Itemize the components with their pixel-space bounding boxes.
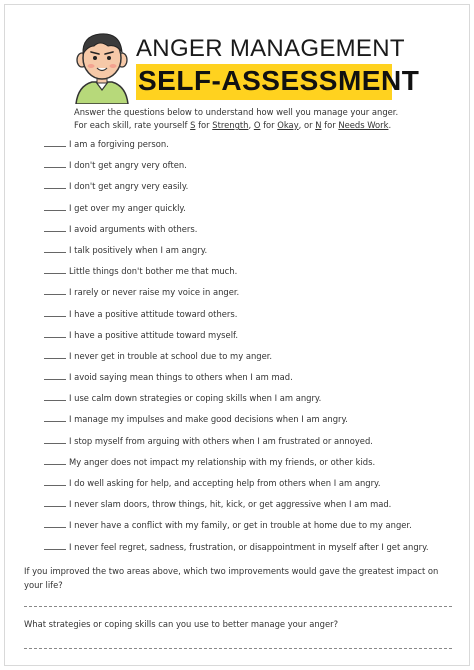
list-item: [44, 307, 464, 328]
rating-blank[interactable]: [44, 202, 66, 211]
rating-blank[interactable]: [44, 180, 66, 189]
list-item: [44, 497, 464, 518]
list-item: [44, 201, 464, 222]
item-text: I avoid saying mean things to others when I am mad.: [69, 372, 293, 383]
answer-line-2[interactable]: [24, 648, 452, 649]
list-item: [44, 476, 464, 497]
item-text: I never feel regret, sadness, frustration, or disappointment in myself after I get angry.: [69, 541, 429, 552]
item-text: My anger does not impact my relationship with my friends, or other kids.: [69, 456, 376, 467]
item-text: Little things don't bother me that much.: [69, 266, 238, 277]
list-item: [44, 222, 464, 243]
item-text: I never slam doors, throw things, hit, kick, or get aggressive when I am mad.: [69, 499, 392, 510]
cartoon-boy-avatar-icon: [70, 28, 134, 104]
list-item: [44, 243, 464, 264]
item-text: I rarely or never raise my voice in anger.: [69, 287, 240, 298]
item-text: I get over my anger quickly.: [69, 202, 186, 213]
rating-blank[interactable]: [44, 519, 66, 528]
instructions-line-1: Answer the questions below to understand how well you manage your anger.: [74, 107, 399, 117]
list-item: [44, 434, 464, 455]
item-text: I do well asking for help, and accepting help from others when I am angry.: [69, 478, 381, 488]
rating-o: O: [253, 120, 261, 130]
instructions-text: for: [260, 120, 278, 130]
rating-blank[interactable]: [44, 498, 66, 507]
instructions-text: ,: [248, 120, 254, 130]
rating-blank[interactable]: [44, 392, 66, 401]
rating-blank[interactable]: [44, 435, 66, 444]
rating-okay: Okay: [277, 120, 299, 130]
item-text: I don't get angry very often.: [69, 160, 187, 171]
rating-blank[interactable]: [44, 477, 66, 486]
list-item: [44, 179, 464, 200]
list-item: [44, 349, 464, 370]
rating-blank[interactable]: [44, 265, 66, 274]
list-item: [44, 370, 464, 391]
item-text: I don't get angry very easily.: [69, 181, 189, 192]
list-item: [44, 158, 464, 179]
list-item: [44, 455, 464, 476]
list-item: [44, 540, 464, 561]
item-text: I have a positive attitude toward myself.: [69, 329, 239, 340]
rating-blank[interactable]: [44, 541, 66, 550]
list-item: [44, 328, 464, 349]
rating-blank[interactable]: [44, 456, 66, 465]
rating-blank[interactable]: [44, 223, 66, 232]
item-text: I am a forgiving person.: [69, 139, 169, 149]
list-item: [44, 285, 464, 306]
item-text: I never have a conflict with my family, or get in trouble at home due to my anger.: [69, 520, 412, 531]
instructions-text: for: [195, 120, 213, 130]
header: [70, 28, 420, 108]
rating-blank[interactable]: [44, 350, 66, 359]
rating-blank[interactable]: [44, 371, 66, 380]
rating-blank[interactable]: [44, 329, 66, 338]
list-item: [44, 518, 464, 539]
item-text: I use calm down strategies or coping skills when I am angry.: [69, 393, 322, 404]
rating-needs-work: Needs Work: [338, 120, 389, 130]
rating-blank[interactable]: [44, 286, 66, 295]
question-2: What strategies or coping skills can you use to better manage your anger?: [24, 619, 339, 629]
instructions-text: for: [321, 120, 339, 130]
instructions: [74, 106, 414, 132]
assessment-list: [44, 137, 464, 561]
rating-blank[interactable]: [44, 159, 66, 168]
rating-blank[interactable]: [44, 308, 66, 317]
item-text: I never get in trouble at school due to my anger.: [69, 350, 273, 361]
rating-blank[interactable]: [44, 413, 66, 422]
answer-line-1[interactable]: [24, 606, 452, 607]
instructions-line-2: [74, 119, 414, 132]
rating-strength: Strength: [212, 120, 249, 130]
list-item: [44, 391, 464, 412]
instructions-text: .: [388, 120, 392, 130]
list-item: [44, 264, 464, 285]
title-line-2: SELF-ASSESSMENT: [138, 65, 420, 96]
list-item: [44, 137, 464, 158]
item-text: I talk positively when I am angry.: [69, 244, 208, 255]
instructions-text: For each skill, rate yourself: [74, 120, 191, 130]
instructions-text: , or: [298, 120, 316, 130]
item-text: I manage my impulses and make good decisions when I am angry.: [69, 414, 348, 425]
list-item: [44, 412, 464, 433]
rating-blank[interactable]: [44, 244, 66, 253]
item-text: I stop myself from arguing with others when I am frustrated or annoyed.: [69, 435, 373, 446]
item-text: I avoid arguments with others.: [69, 223, 198, 234]
item-text: I have a positive attitude toward others.: [69, 308, 238, 319]
title-line-1: ANGER MANAGEMENT: [136, 35, 405, 62]
question-1: If you improved the two areas above, which two improvements would gave the greatest impact on your life?: [24, 566, 439, 590]
rating-n: N: [315, 120, 322, 130]
rating-blank[interactable]: [44, 138, 66, 147]
rating-s: S: [190, 120, 196, 130]
